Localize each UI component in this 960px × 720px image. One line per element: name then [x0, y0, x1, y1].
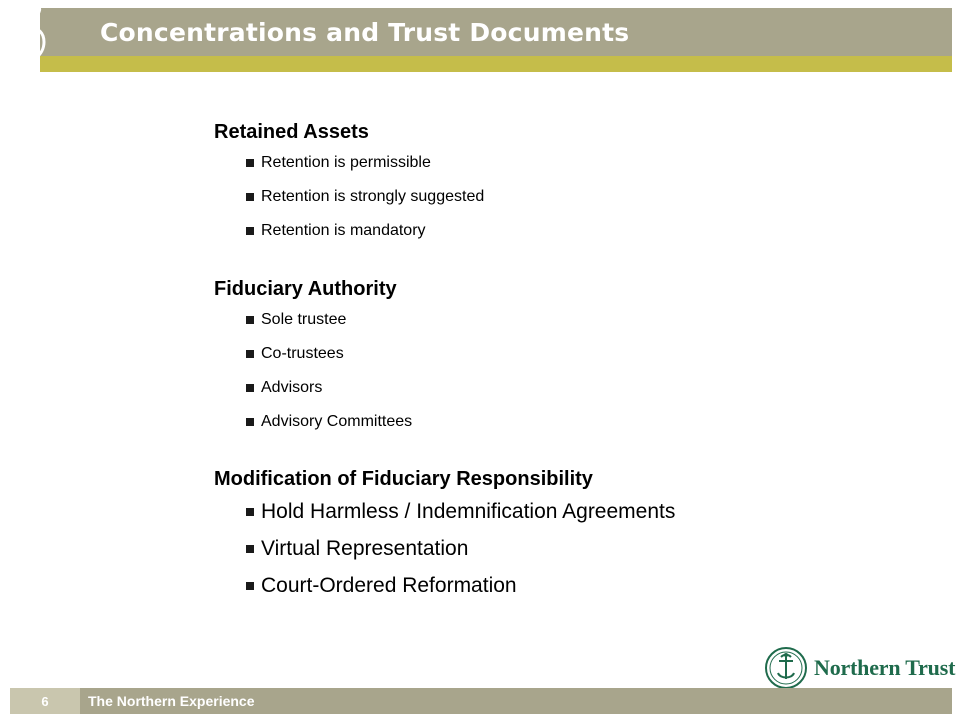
list-item-text: Court-Ordered Reformation [261, 574, 517, 597]
list-item [214, 337, 914, 371]
list-item [214, 214, 914, 248]
northern-trust-logo [764, 645, 955, 691]
list-item [214, 180, 914, 214]
bullet-list [214, 303, 914, 439]
corner-swirl-icon [0, 0, 60, 80]
square-bullet-icon [246, 582, 254, 590]
slide-title: Concentrations and Trust Documents [100, 18, 630, 47]
list-item [214, 530, 914, 567]
list-item [214, 405, 914, 439]
list-item [214, 371, 914, 405]
list-item-text: Hold Harmless / Indemnification Agreements [261, 500, 676, 523]
list-item-text: Virtual Representation [261, 537, 469, 560]
square-bullet-icon [246, 350, 254, 358]
section-modification [214, 465, 914, 604]
list-item [214, 146, 914, 180]
square-bullet-icon [246, 418, 254, 426]
square-bullet-icon [246, 545, 254, 553]
spacer [214, 248, 914, 275]
slide-content [214, 118, 914, 604]
logo-wordmark: Northern Trust [814, 655, 956, 680]
spacer [214, 439, 914, 465]
list-item-text: Advisors [261, 379, 323, 396]
footer-text: The Northern Experience [88, 693, 255, 709]
bullet-list [214, 146, 914, 248]
square-bullet-icon [246, 316, 254, 324]
section-heading: Fiduciary Authority [214, 278, 397, 300]
square-bullet-icon [246, 384, 254, 392]
section-heading: Retained Assets [214, 121, 369, 143]
list-item-text: Retention is strongly suggested [261, 188, 485, 205]
northern-trust-emblem-icon [764, 646, 808, 690]
list-item-text: Co-trustees [261, 345, 344, 362]
list-item [214, 493, 914, 530]
section-retained-assets [214, 118, 914, 248]
square-bullet-icon [246, 159, 254, 167]
list-item [214, 303, 914, 337]
square-bullet-icon [246, 508, 254, 516]
bullet-list [214, 493, 914, 604]
list-item-text: Retention is permissible [261, 154, 431, 171]
square-bullet-icon [246, 227, 254, 235]
square-bullet-icon [246, 193, 254, 201]
list-item [214, 567, 914, 604]
list-item-text: Sole trustee [261, 311, 347, 328]
page-number: 6 [10, 688, 80, 714]
list-item-text: Retention is mandatory [261, 222, 426, 239]
title-underline [40, 56, 952, 72]
list-item-text: Advisory Committees [261, 413, 413, 430]
section-fiduciary-authority [214, 275, 914, 439]
section-heading: Modification of Fiduciary Responsibility [214, 468, 593, 490]
